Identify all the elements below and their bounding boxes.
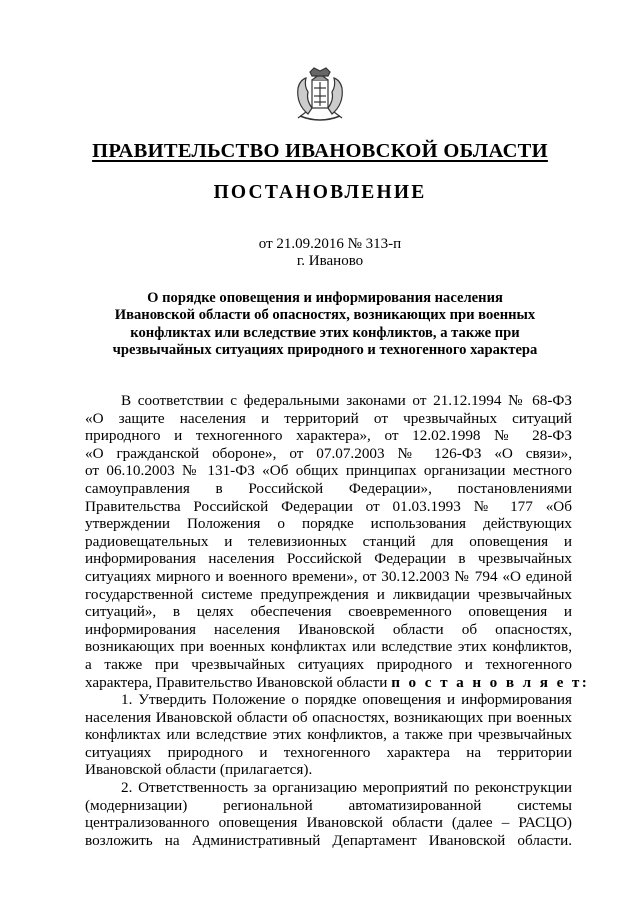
government-title: ПРАВИТЕЛЬСТВО ИВАНОВСКОЙ ОБЛАСТИ	[92, 140, 548, 162]
item-line: 2. Ответственность за организацию мероприятий по реконструкции	[121, 779, 572, 797]
subject-line: чрезвычайных ситуациях природного и техногенного характера	[112, 342, 538, 359]
subject-line: конфликтах или вследствие этих конфликтов, а также при	[130, 324, 520, 341]
item-line: конфликтах или вследствие этих конфликтов, а также при чрезвычайных	[85, 726, 572, 744]
body-line-resolution	[85, 673, 590, 692]
document-meta	[0, 236, 640, 270]
body-line: Правительства Российской Федерации от 01.03.1993 № 177 «Об	[85, 497, 572, 515]
body-line: возникающих при военных конфликтах или вследствие этих конфликтов,	[85, 638, 572, 656]
subject-line: О порядке оповещения и информирования населения	[147, 290, 503, 306]
body-line: «О защите населения и территорий от чрезвычайных ситуаций	[85, 409, 572, 427]
document-type: ПОСТАНОВЛЕНИЕ	[213, 182, 427, 203]
body-line: информирования населения Российской Федерации в чрезвычайных	[85, 550, 572, 568]
coat-of-arms-icon	[286, 64, 354, 126]
date-number: от 21.09.2016 № 313-п	[258, 236, 402, 252]
body-line: от 06.10.2003 № 131-ФЗ «Об общих принципах организации местного	[85, 462, 572, 480]
body-line: ситуациях мирного и военного времени», от 30.12.2003 № 794 «О единой	[85, 567, 572, 585]
item-line: возложить на Административный Департамент Ивановской области.	[85, 831, 572, 849]
body-line: В соответствии с федеральными законами от 21.12.1994 № 68-ФЗ	[121, 392, 572, 409]
body-line: природного и техногенного характера», от 12.02.1998 № 28-ФЗ	[85, 427, 572, 445]
body-line: «О гражданской обороне», от 07.07.2003 № 126-ФЗ «О связи»,	[85, 444, 572, 462]
body-line: информирования населения Ивановской области об опасностях,	[85, 620, 572, 638]
item-line: (модернизации) региональной автоматизированной системы	[85, 796, 572, 814]
body-line: утверждении Положения о порядке использования действующих	[85, 515, 572, 533]
item-line: населения Ивановской области об опасностях, возникающих при военных	[85, 708, 572, 726]
body-line: радиовещательных и телевизионных станций для оповещения и	[85, 532, 572, 550]
resolves-word: п о с т а н о в л я е т:	[391, 673, 590, 691]
body-line: самоуправления в Российской Федерации», постановлениями	[85, 479, 572, 497]
item-line: централизованного оповещения Ивановской области (далее – РАСЦО)	[85, 814, 572, 832]
body-line: а также при чрезвычайных ситуациях природного и техногенного	[85, 655, 572, 673]
document-subject	[80, 290, 570, 360]
city: г. Иваново	[296, 253, 364, 269]
body-line-text: характера, Правительство Ивановской области	[85, 673, 388, 691]
item-line: Ивановской области (прилагается).	[85, 761, 313, 779]
body-line: ситуаций», в целях обеспечения своевременного оповещения и	[85, 603, 572, 621]
document-body	[85, 392, 590, 849]
item-line: 1. Утвердить Положение о порядке оповещения и информирования	[121, 691, 572, 709]
item-line: ситуациях природного и техногенного характера на территории	[85, 743, 572, 761]
body-line: государственной системе предупреждения и ликвидации чрезвычайных	[85, 585, 572, 603]
subject-line: Ивановской области об опасностях, возникающих при военных	[114, 307, 536, 324]
